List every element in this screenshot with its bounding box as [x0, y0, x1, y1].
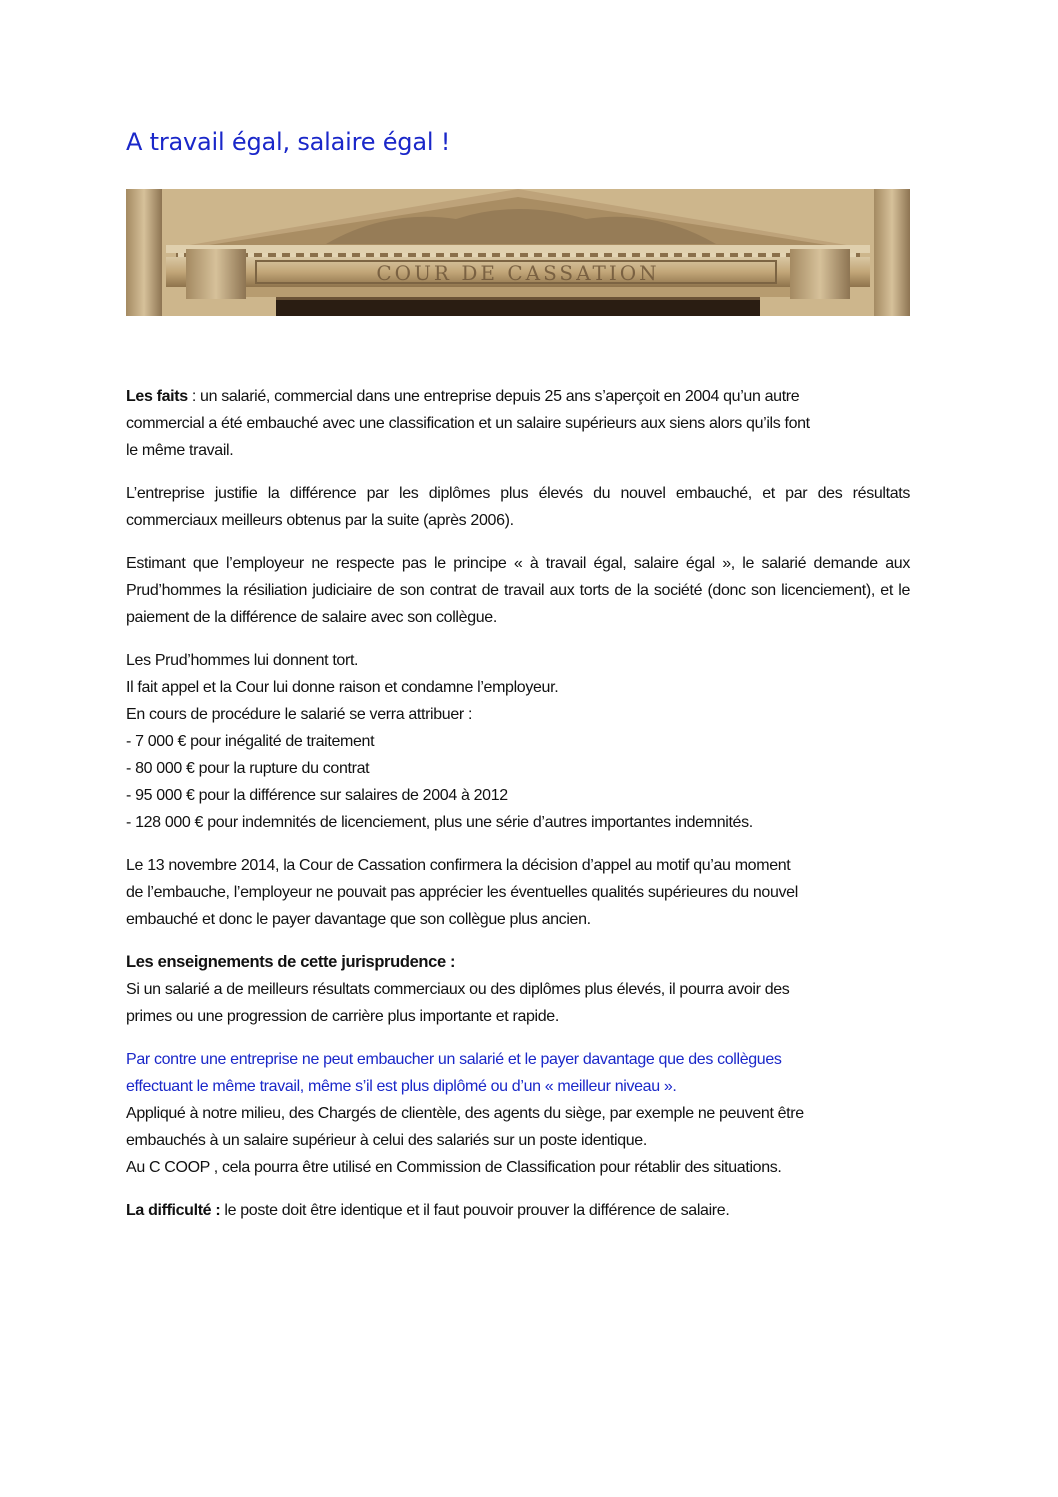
difficulte-text: le poste doit être identique et il faut pouvoir prouver la différence de salaire. — [220, 1202, 730, 1219]
faits-line-3: le même travail. — [126, 442, 234, 459]
cassation-paragraph — [126, 852, 910, 933]
building-facade-illustration — [126, 189, 910, 316]
enseignements-heading: Les enseignements de cette jurisprudence : — [126, 953, 456, 971]
highlight-line: Par contre une entreprise ne peut embaucher un salarié et le payer davantage que des collègues — [126, 1051, 782, 1068]
cassation-line: Le 13 novembre 2014, la Cour de Cassation confirmera la décision d’appel au motif qu’au moment — [126, 857, 791, 874]
justification-paragraph: L’entreprise justifie la différence par les diplômes plus élevés du nouvel embauché, et par des résultats commerciaux meilleurs obtenus par la suite (après 2006). — [126, 485, 910, 529]
faits-paragraph — [126, 383, 910, 464]
enseignements-line: primes ou une progression de carrière plus importante et rapide. — [126, 1008, 559, 1025]
indemnity-item: - 95 000 € pour la différence sur salaires de 2004 à 2012 — [126, 787, 508, 804]
highlight-line: effectuant le même travail, même s’il est plus diplômé ou d’un « meilleur niveau ». — [126, 1078, 677, 1095]
enseignements-line: Si un salarié a de meilleurs résultats commerciaux ou des diplômes plus élevés, il pourra avoir des — [126, 981, 790, 998]
difficulte-label: La difficulté : — [126, 1202, 221, 1219]
application-line: embauchés à un salaire supérieur à celui des salariés sur un poste identique. — [126, 1132, 647, 1149]
page-title: A travail égal, salaire égal ! — [126, 128, 451, 156]
faits-label: Les faits — [126, 388, 188, 405]
enseignements-section — [126, 949, 910, 1030]
procedure-line: En cours de procédure le salarié se verra attribuer : — [126, 706, 473, 723]
procedure-line: Les Prud’hommes lui donnent tort. — [126, 652, 359, 669]
demande-paragraph: Estimant que l’employeur ne respecte pas le principe « à travail égal, salaire égal », le salarié demande aux Prud’hommes la résiliation judiciaire de son contrat de travail aux torts de la société (donc son licenciement), et le paiement de la différence de salaire avec son collègue. — [126, 555, 910, 626]
faits-line-1: Les faits : un salarié, commercial dans une entreprise depuis 25 ans s’aperçoit en 2004 qu’un autre — [126, 388, 800, 405]
procedure-line: Il fait appel et la Cour lui donne raison et condamne l’employeur. — [126, 679, 559, 696]
faits-line-2: commercial a été embauché avec une classification et un salaire supérieurs aux siens alors qu’ils font — [126, 415, 810, 432]
indemnity-item: - 80 000 € pour la rupture du contrat — [126, 760, 370, 777]
application-line: Appliqué à notre milieu, des Chargés de clientèle, des agents du siège, par exemple ne peuvent être — [126, 1105, 804, 1122]
procedure-paragraph — [126, 647, 910, 836]
highlight-paragraph — [126, 1046, 910, 1181]
cassation-line: embauché et donc le payer davantage que son collègue plus ancien. — [126, 911, 591, 928]
indemnity-item: - 7 000 € pour inégalité de traitement — [126, 733, 375, 750]
difficulte-paragraph — [126, 1197, 910, 1224]
article-body — [126, 383, 910, 1240]
banner-inscription: COUR DE CASSATION — [376, 261, 660, 285]
indemnity-item: - 128 000 € pour indemnités de licenciement, plus une série d’autres importantes indemnités. — [126, 814, 753, 831]
application-line: Au C COOP , cela pourra être utilisé en Commission de Classification pour rétablir des situations. — [126, 1159, 782, 1176]
cassation-line: de l’embauche, l’employeur ne pouvait pas apprécier les éventuelles qualités supérieures du nouvel — [126, 884, 798, 901]
cour-de-cassation-photo — [126, 189, 910, 316]
